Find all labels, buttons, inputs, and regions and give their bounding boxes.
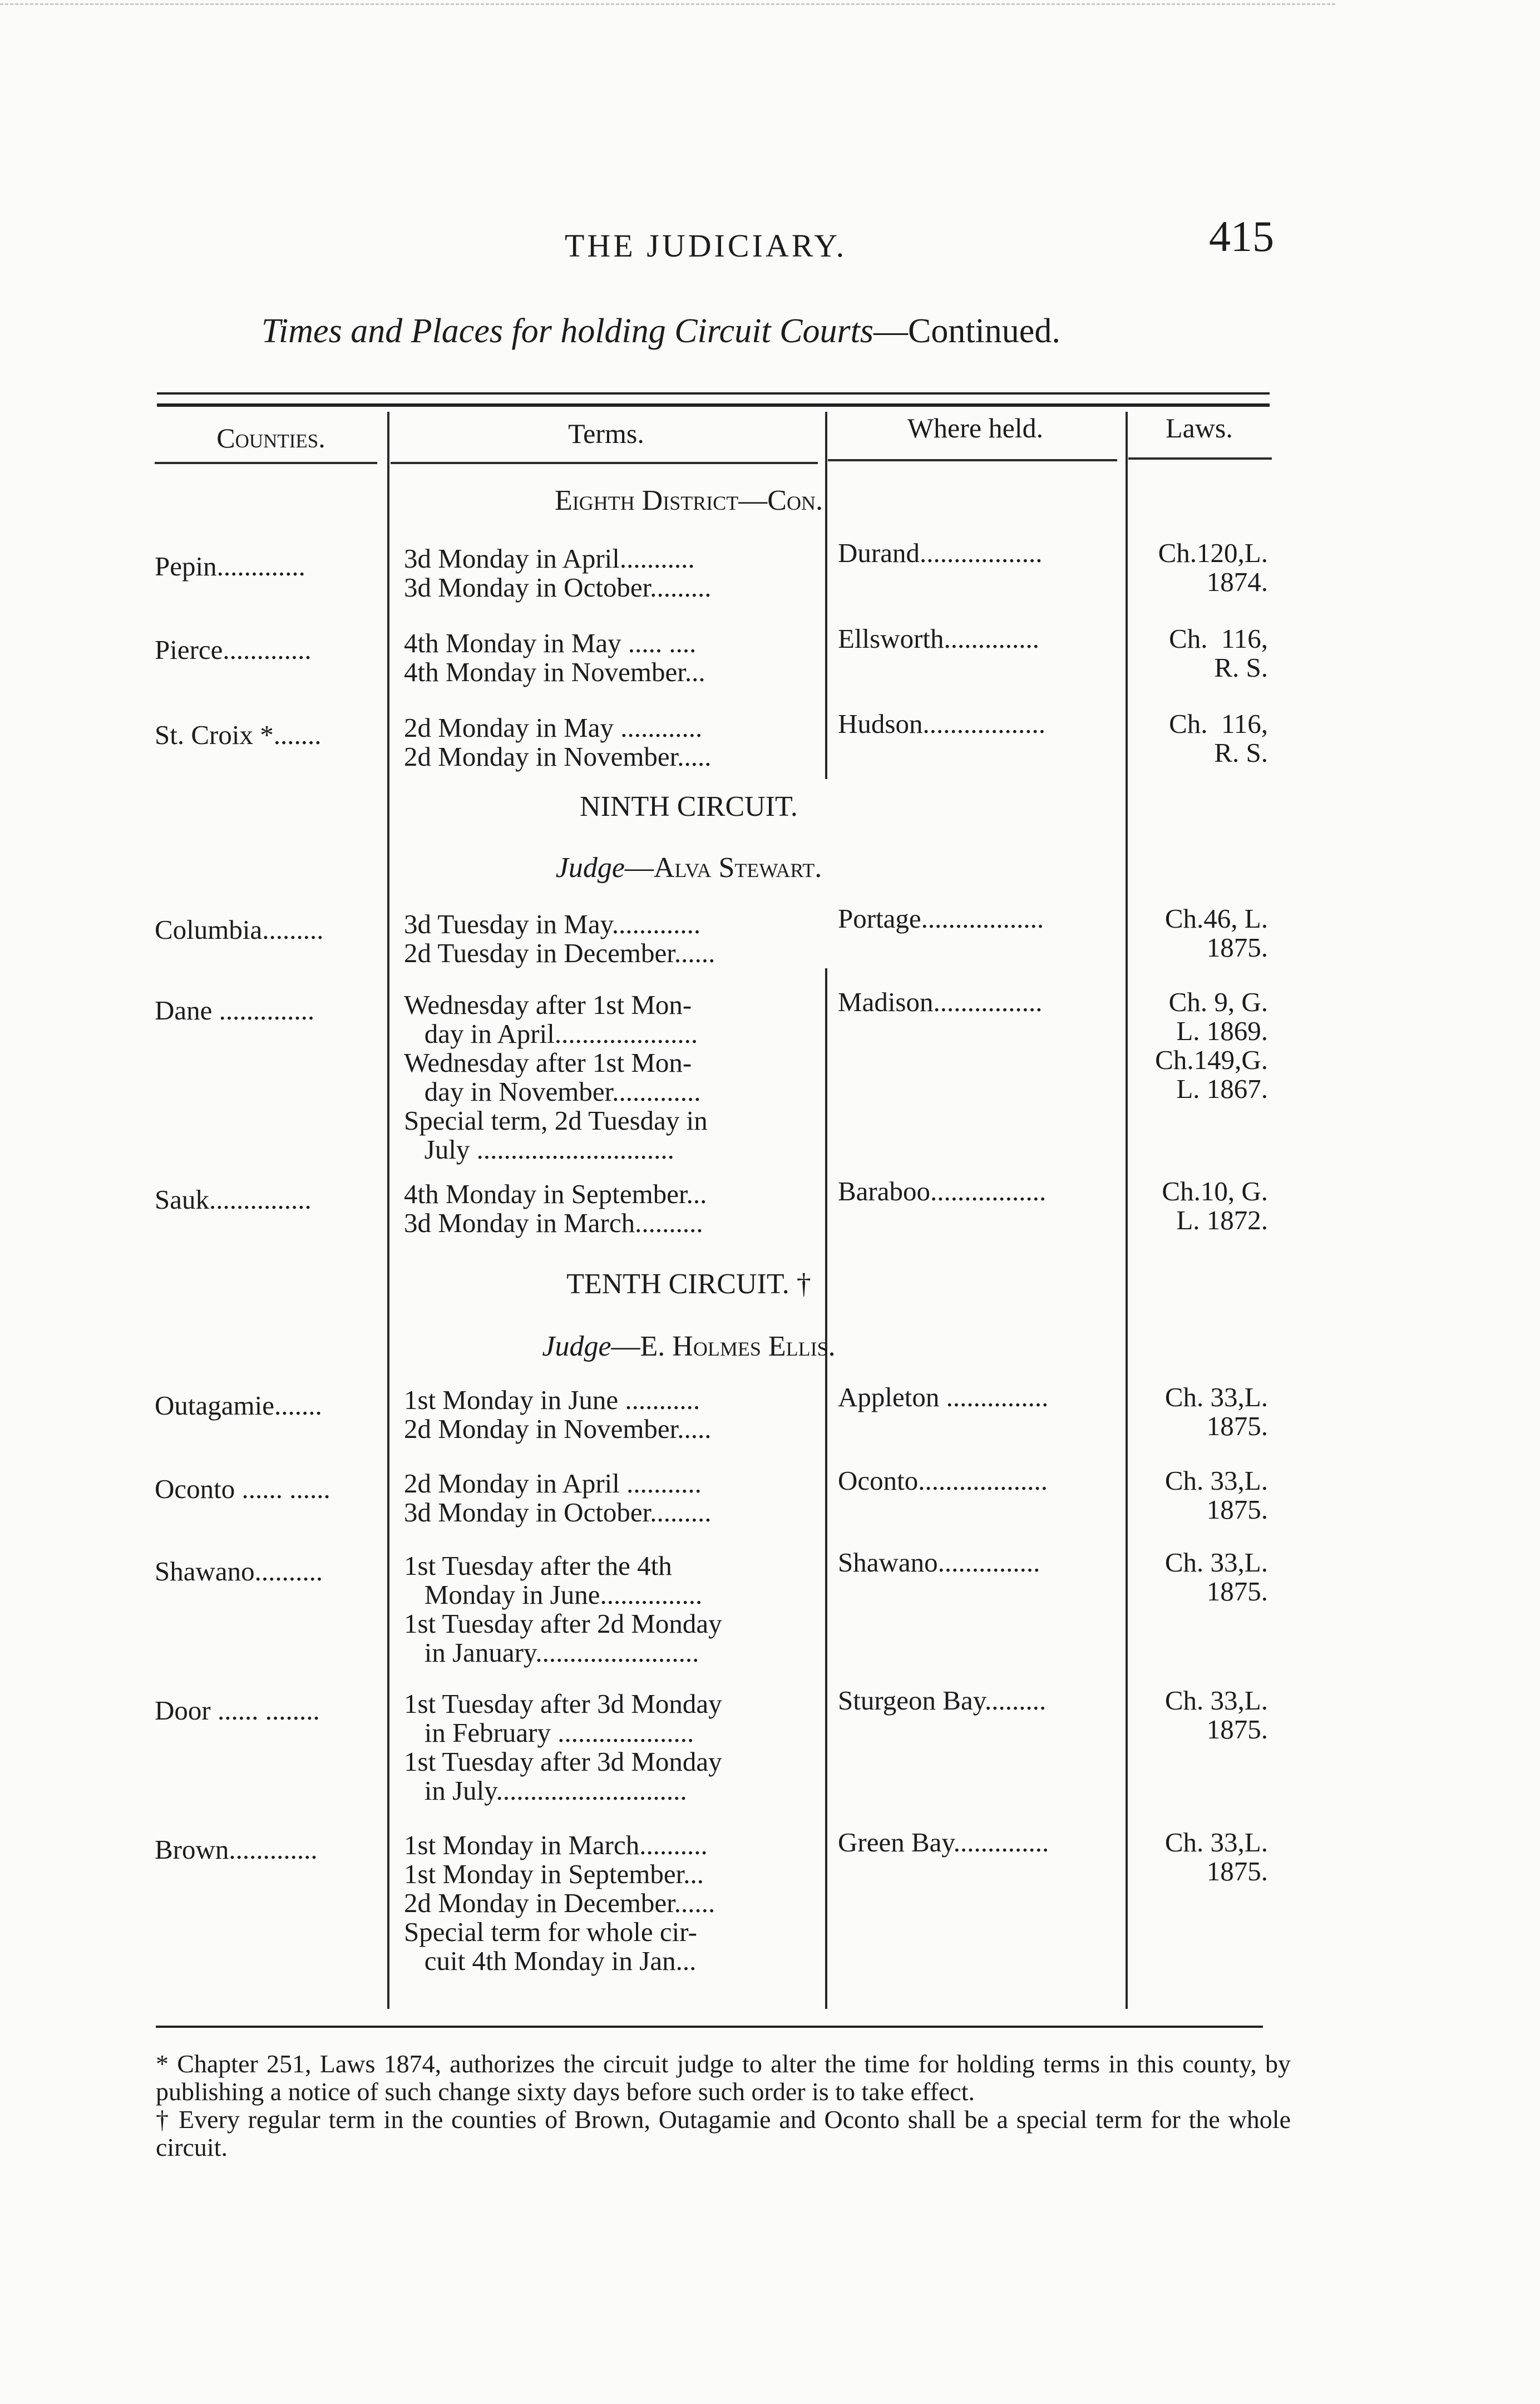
where-held-cell: Sturgeon Bay......... bbox=[838, 1685, 1047, 1716]
header-underline bbox=[391, 462, 818, 464]
where-held-cell: Durand.................. bbox=[838, 538, 1043, 568]
county-cell: Sauk............... bbox=[155, 1184, 312, 1215]
laws-cell: Ch. 116, R. S. bbox=[1169, 708, 1268, 768]
scan-edge-rule bbox=[0, 3, 1335, 5]
terms-cell: 4th Monday in September... 3d Monday in March.......... bbox=[404, 1179, 707, 1238]
subtitle-continued: —Continued. bbox=[873, 312, 1060, 350]
running-title: THE JUDICIARY. bbox=[565, 228, 847, 264]
judge-name: —E. Holmes Ellis. bbox=[611, 1331, 836, 1362]
footnote-rule bbox=[156, 2026, 1263, 2028]
footnote-tenth-circuit: † Every regular term in the counties of Brown, Outagamie and Oconto shall be a special term for the whole circuit. bbox=[156, 2105, 1291, 2161]
laws-cell: Ch. 9, G. L. 1869. Ch.149,G. L. 1867. bbox=[1155, 987, 1268, 1104]
terms-cell: 1st Tuesday after the 4th Monday in June............... 1st Tuesday after 2d Monday in January........................ bbox=[404, 1550, 722, 1668]
county-cell: Dane .............. bbox=[155, 995, 315, 1026]
judge-label: Judge bbox=[555, 852, 625, 884]
column-header-laws: Laws. bbox=[1166, 412, 1233, 444]
laws-cell: Ch. 116, R. S. bbox=[1169, 623, 1268, 683]
column-header-counties: Counties. bbox=[216, 422, 325, 454]
ninth-circuit-judge bbox=[399, 851, 978, 884]
county-cell: Outagamie....... bbox=[155, 1390, 322, 1421]
column-header-where-held: Where held. bbox=[907, 412, 1044, 444]
terms-cell: 2d Monday in April ........... 3d Monday in October......... bbox=[404, 1468, 712, 1528]
section-tenth-circuit: TENTH CIRCUIT. † bbox=[566, 1268, 811, 1300]
laws-cell: Ch. 33,L. 1875. bbox=[1164, 1382, 1268, 1441]
judge-label: Judge bbox=[542, 1331, 611, 1362]
laws-cell: Ch.46, L. 1875. bbox=[1164, 903, 1268, 963]
page-header bbox=[156, 212, 1274, 284]
terms-cell: 3d Monday in April........... 3d Monday in October......... bbox=[404, 543, 712, 603]
table-subtitle bbox=[261, 312, 1060, 351]
terms-cell: 2d Monday in May ............ 2d Monday in November..... bbox=[404, 712, 712, 772]
header-underline bbox=[828, 459, 1117, 461]
laws-cell: Ch. 33,L. 1875. bbox=[1164, 1547, 1268, 1607]
header-double-rule bbox=[157, 392, 1270, 407]
county-cell: Columbia......... bbox=[155, 914, 324, 945]
laws-cell: Ch. 33,L. 1875. bbox=[1164, 1827, 1268, 1886]
terms-cell: Wednesday after 1st Mon- day in April..................... Wednesday after 1st Mon- day in November............. Special term, 2d Tuesday in July ............................. bbox=[404, 989, 708, 1165]
section-ninth-circuit: NINTH CIRCUIT. bbox=[580, 791, 798, 822]
where-held-cell: Madison................ bbox=[838, 987, 1043, 1017]
county-cell: Brown............. bbox=[155, 1834, 318, 1865]
column-header-terms: Terms. bbox=[568, 418, 644, 449]
judge-name: —Alva Stewart. bbox=[624, 852, 822, 884]
where-held-cell: Ellsworth.............. bbox=[838, 623, 1040, 654]
circuit-courts-table bbox=[155, 406, 1273, 2017]
subtitle-italic: Times and Places for holding Circuit Courts bbox=[261, 312, 873, 350]
footnotes bbox=[156, 2026, 1291, 2161]
tenth-circuit-judge bbox=[399, 1330, 978, 1363]
county-cell: St. Croix *....... bbox=[155, 720, 322, 750]
terms-cell: 4th Monday in May ..... .... 4th Monday in November... bbox=[404, 628, 705, 687]
county-cell: Oconto ...... ...... bbox=[155, 1474, 330, 1504]
where-held-cell: Hudson.................. bbox=[838, 708, 1045, 739]
where-held-cell: Shawano............... bbox=[838, 1547, 1040, 1578]
where-held-cell: Baraboo................. bbox=[838, 1176, 1047, 1206]
where-held-cell: Green Bay.............. bbox=[838, 1827, 1049, 1858]
terms-cell: 1st Tuesday after 3d Monday in February .................... 1st Tuesday after 3d Monday in July............................ bbox=[404, 1688, 722, 1806]
section-eighth-district: Eighth District—Con. bbox=[555, 485, 823, 516]
laws-cell: Ch.120,L. 1874. bbox=[1158, 538, 1268, 597]
header-underline bbox=[155, 462, 377, 464]
county-cell: Shawano.......... bbox=[155, 1556, 323, 1587]
where-held-cell: Portage.................. bbox=[838, 903, 1044, 934]
county-cell: Pepin............. bbox=[155, 551, 305, 582]
where-held-cell: Oconto................... bbox=[838, 1465, 1048, 1496]
footnote-st-croix: * Chapter 251, Laws 1874, authorizes the circuit judge to alter the time for holding terms in this county, by publishing a notice of such change sixty days before such order is to take effect. bbox=[156, 2050, 1291, 2106]
laws-cell: Ch. 33,L. 1875. bbox=[1164, 1685, 1268, 1745]
where-held-cell: Appleton ............... bbox=[838, 1382, 1049, 1412]
terms-cell: 1st Monday in June ........... 2d Monday in November..... bbox=[404, 1385, 712, 1444]
laws-cell: Ch. 33,L. 1875. bbox=[1164, 1465, 1268, 1525]
header-underline bbox=[1128, 457, 1272, 460]
county-cell: Door ...... ........ bbox=[155, 1695, 320, 1726]
terms-cell: 3d Tuesday in May............. 2d Tuesday in December...... bbox=[404, 909, 715, 968]
page-number: 415 bbox=[1209, 212, 1274, 260]
county-cell: Pierce............. bbox=[155, 634, 312, 665]
column-divider bbox=[387, 412, 389, 2009]
laws-cell: Ch.10, G. L. 1872. bbox=[1162, 1176, 1268, 1235]
terms-cell: 1st Monday in March.......... 1st Monday in September... 2d Monday in December...... Special term for whole cir- cuit 4th Monday in Jan... bbox=[404, 1830, 715, 1976]
